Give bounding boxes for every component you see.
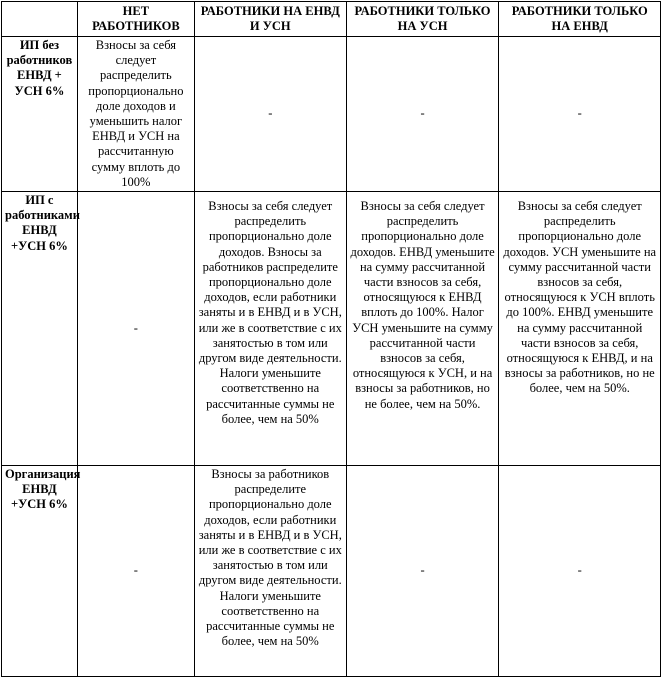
- table-row: [2, 192, 661, 466]
- column-header-no-employees: НЕТ РАБОТНИКОВ: [77, 2, 194, 37]
- column-header-employees-envd-usn: РАБОТНИКИ НА ЕНВД И УСН: [194, 2, 346, 37]
- header-row: [2, 2, 661, 37]
- table-cell: -: [77, 192, 194, 466]
- table-cell: -: [499, 466, 661, 677]
- row-header: ИП без работников ЕНВД + УСН 6%: [2, 37, 78, 192]
- row-header: Организация ЕНВД +УСН 6%: [2, 466, 78, 677]
- table-cell: -: [346, 37, 499, 192]
- comparison-table: [1, 1, 661, 677]
- table-cell: Взносы за себя следует распределить пропорционально доле доходов и уменьшить налог ЕНВД и УСН на рассчитанную сумму вплоть до 100%: [77, 37, 194, 192]
- table-cell: -: [77, 466, 194, 677]
- corner-header: [2, 2, 78, 37]
- table-cell: -: [194, 37, 346, 192]
- table-cell: -: [346, 466, 499, 677]
- table-row: [2, 37, 661, 192]
- column-header-employees-usn-only: РАБОТНИКИ ТОЛЬКО НА УСН: [346, 2, 499, 37]
- table-cell: Взносы за себя следует распределить пропорционально доле доходов. ЕНВД уменьшите на сумму рассчитанной части взносов за себя, относящуюся к ЕНВД вплоть до 100%. Налог УСН уменьшите на сумму рассчитанной части взносов за себя, относящуюся к УСН, и на взносы за работников, но не более, чем на 50%.: [346, 192, 499, 466]
- row-header: ИП с работниками ЕНВД +УСН 6%: [2, 192, 78, 466]
- table-cell: Взносы за себя следует распределить пропорционально доле доходов. УСН уменьшите на сумму рассчитанной части взносов за себя, относящуюся к УСН вплоть до 100%. ЕНВД уменьшите на сумму рассчитанной части взносов за себя, относящуюся к ЕНВД, и на взносы за работников, но не более, чем на 50%.: [499, 192, 661, 466]
- table-row: [2, 466, 661, 677]
- column-header-employees-envd-only: РАБОТНИКИ ТОЛЬКО НА ЕНВД: [499, 2, 661, 37]
- table-cell: Взносы за себя следует распределить пропорционально доле доходов. Взносы за работников распределите пропорционально доле доходов, если работники заняты и в ЕНВД и в УСН, или же в соответствие с их занятостью в том или другом виде деятельности. Налоги уменьшите соответственно на рассчитанные суммы не более, чем на 50%: [194, 192, 346, 466]
- table-cell: Взносы за работников распределите пропорционально доле доходов, если работники заняты и в ЕНВД и в УСН, или же в соответствие с их занятостью в том или другом виде деятельности. Налоги уменьшите соответственно на рассчитанные суммы не более, чем на 50%: [194, 466, 346, 677]
- table-cell: -: [499, 37, 661, 192]
